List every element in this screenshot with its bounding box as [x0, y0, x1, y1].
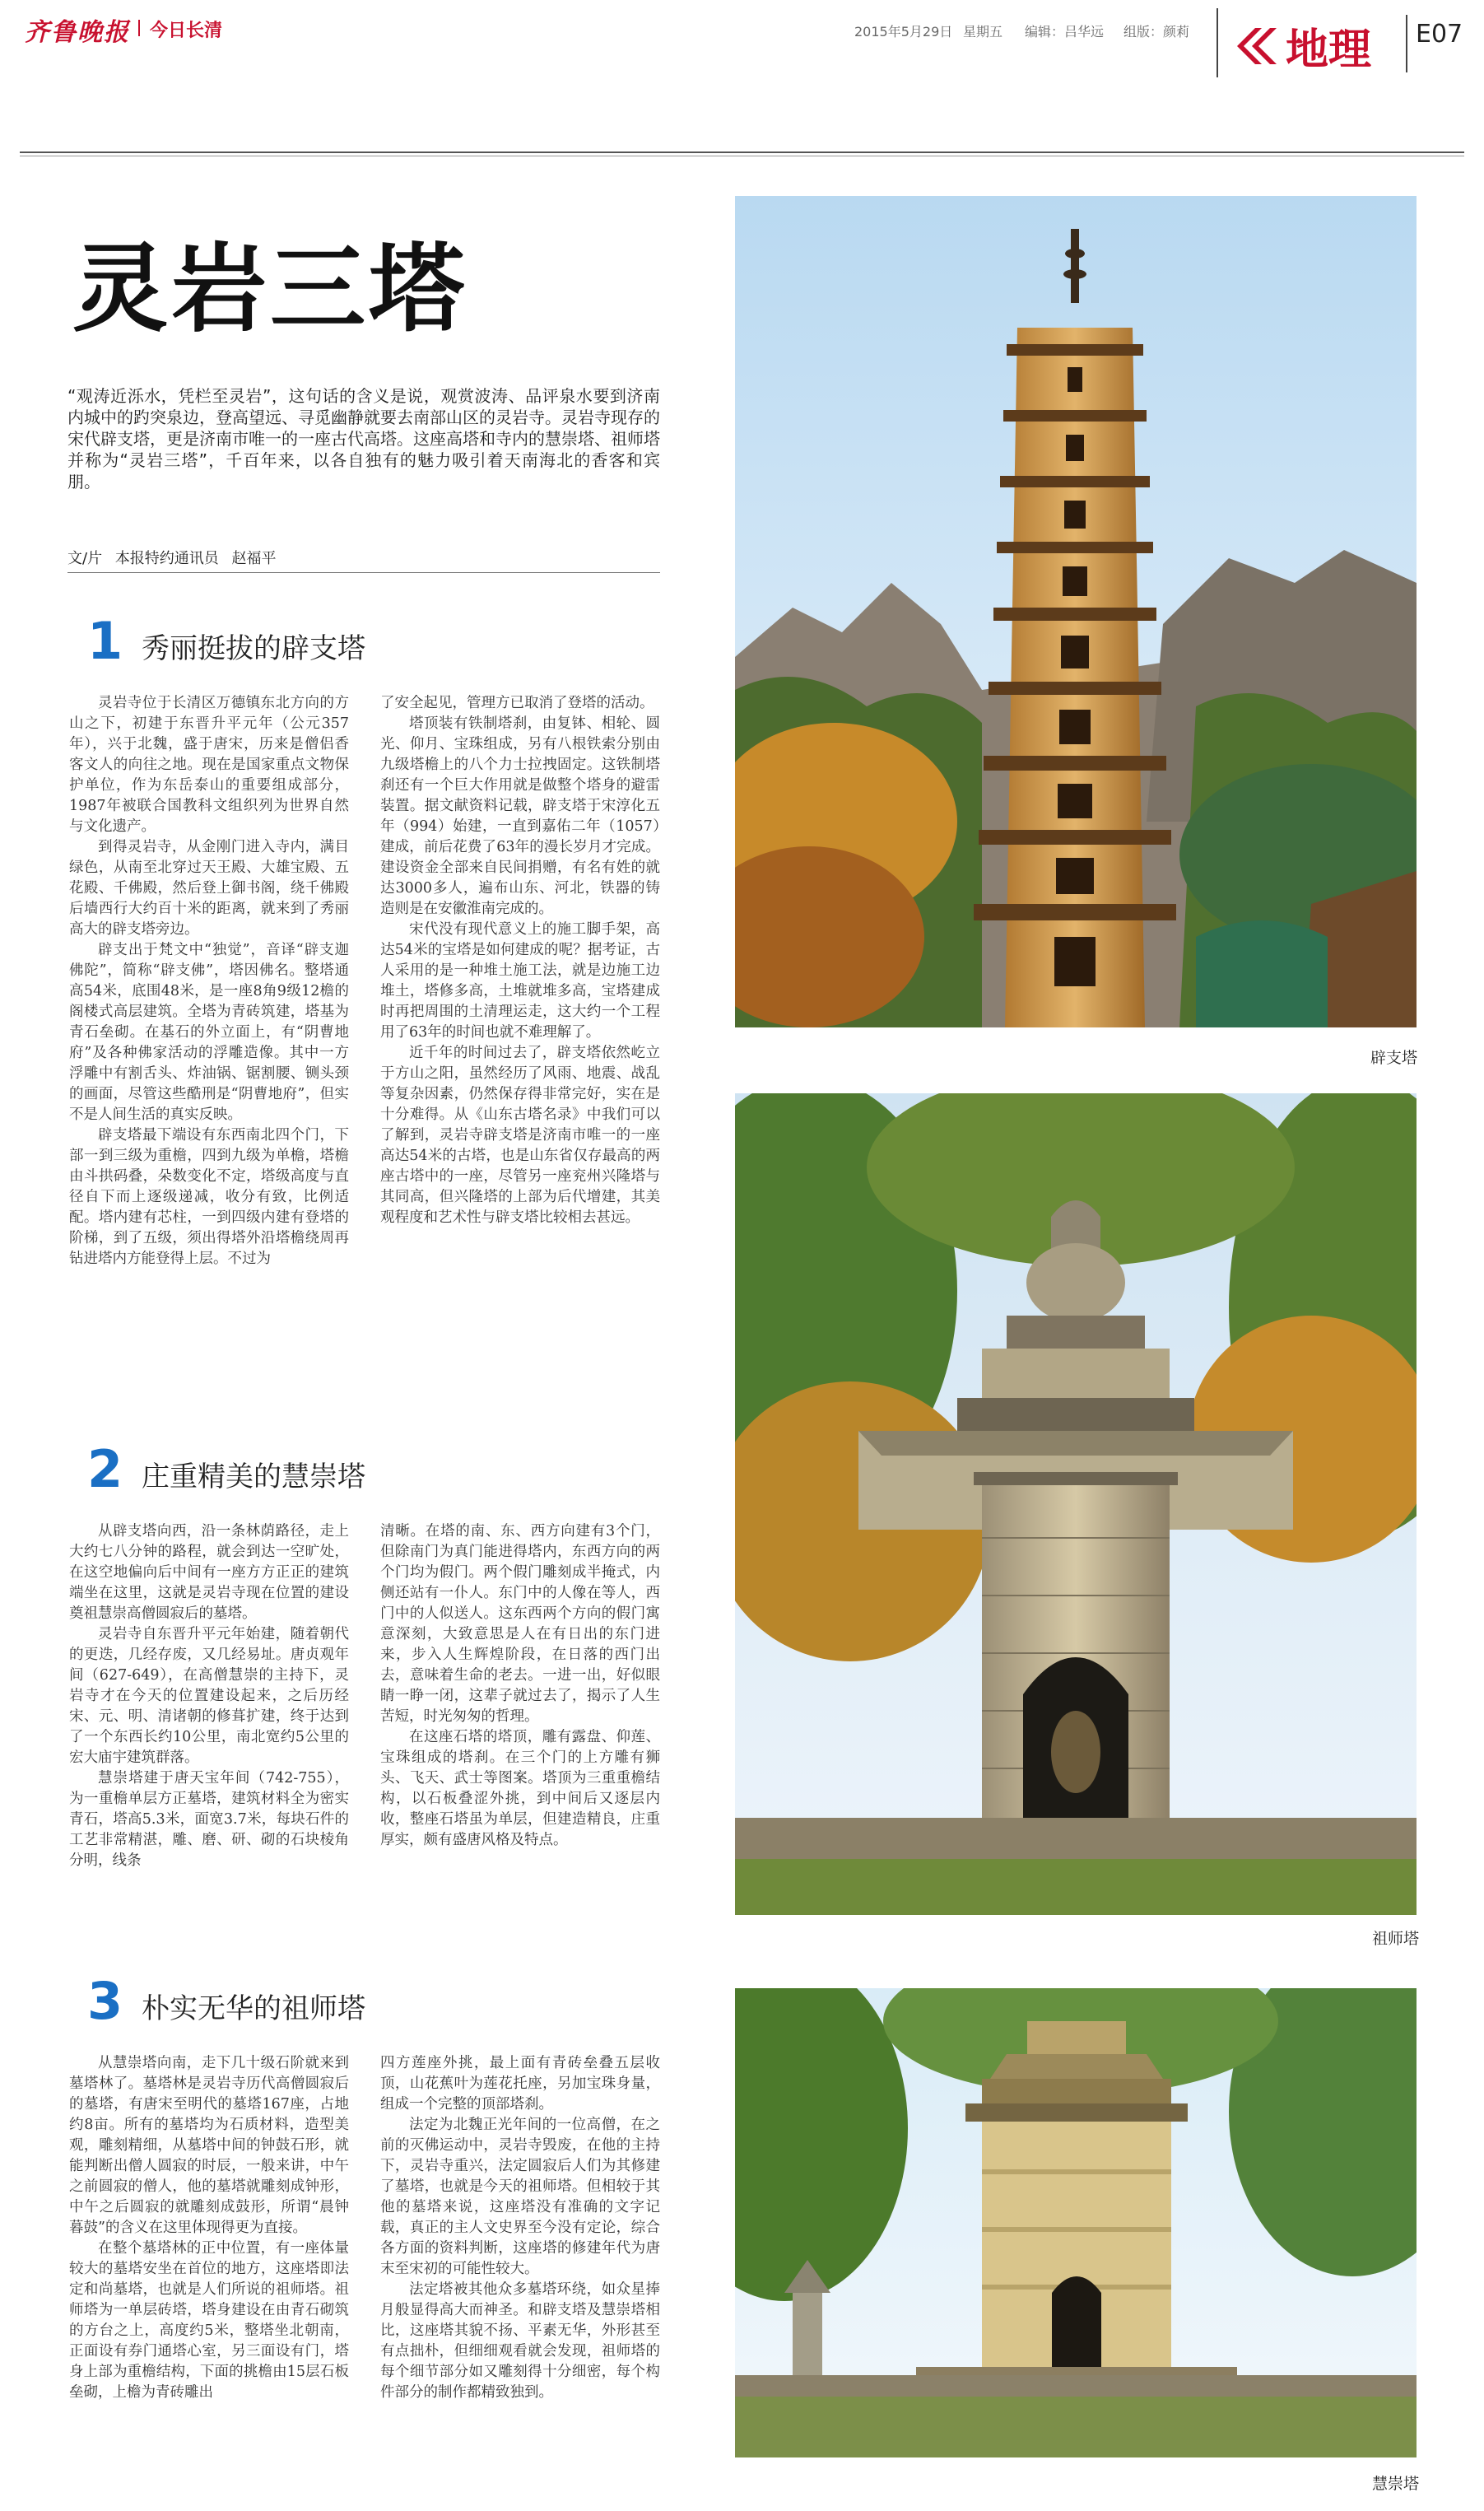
- section-3-column-left: [69, 2053, 349, 2403]
- section-3-column-right: [380, 2053, 660, 2403]
- paragraph: 近千年的时间过去了，辟支塔依然屹立于方山之阳，虽然经历了风雨、地震、战乱等复杂因素，仍然保存得非常完好，实在是十分难得。从《山东古塔名录》中我们可以了解到，灵岩寺辟支塔是济南市唯一的一座高达54米的古塔，也是山东省仅存最高的两座古塔中的一座，尽管另一座兖州兴隆塔与其同高，但兴隆塔的上部为后代增建，其美观程度和艺术性与辟支塔比较相去甚远。: [380, 1045, 660, 1226]
- section-number: 1: [87, 611, 123, 671]
- page-number: E07: [1416, 20, 1463, 49]
- editor-credit: 编辑：吕华远: [1025, 24, 1105, 40]
- article-title: 灵岩三塔: [72, 234, 468, 345]
- section-2-column-right: [380, 1521, 660, 1851]
- page-header: [0, 0, 1484, 91]
- paragraph: 法定塔被其他众多墓塔环绕，如众星捧月般显得高大而神圣。和辟支塔及慧崇塔相比，这座塔其貌不扬、平素无华，外形甚至有点拙朴，但细细观看就会发现，祖师塔的每个细节部分如又雕刻得十分细密，每个构件部分的制作都精致独到。: [380, 2281, 660, 2401]
- paragraph: 到得灵岩寺，从金刚门进入寺内，满目绿色，从南至北穿过天王殿、大雄宝殿、五花殿、千佛殿，然后登上御书阁，绕千佛殿后墙西行大约百十米的距离，就来到了秀丽高大的辟支塔旁边。: [69, 839, 349, 938]
- paragraph: 塔顶装有铁制塔刹，由复钵、相轮、圆光、仰月、宝珠组成，另有八根铁索分别由九级塔檐上的八个力士拉拽固定。这铁制塔刹还有一个巨大作用就是做整个塔身的避雷装置。据文献资料记载，辟支塔于宋淳化五年（994）始建，一直到嘉佑二年（1057）建成，前后花费了63年的漫长岁月才完成。建设资金全部来自民间捐赠，有名有姓的就达3000多人，遍布山东、河北，铁器的铸造则是在安徽淮南完成的。: [380, 715, 660, 917]
- byline-name: 赵福平: [231, 550, 277, 567]
- paragraph: 清晰。在塔的南、东、西方向建有3个门，但除南门为真门能进得塔内，东西方向的两个门均为假门。两个假门雕刻成半掩式，内侧还站有一仆人。东门中的人像在等人，西门中的人似送人。这东西两个方向的假门寓意深刻，大致意思是人在有日出的东门进来，步入人生辉煌阶段，在日落的西门出去，意味着生命的老去。一进一出，好似眼睛一睁一闭，这辈子就过去了，揭示了人生苦短，时光匆匆的哲理。: [380, 1523, 660, 1725]
- newspaper-logo: 齐鲁晚报: [25, 18, 130, 47]
- page-number-rule: [1406, 15, 1407, 72]
- section-number: 3: [87, 1971, 123, 2031]
- section-2-column-left: [69, 1521, 349, 1871]
- section-number: 2: [87, 1439, 123, 1499]
- paragraph: 在整个墓塔林的正中位置，有一座体量较大的墓塔安坐在首位的地方，这座塔即法定和尚墓塔，也就是人们所说的祖师塔。祖师塔为一单层砖塔，塔身建设在由青石砌筑的方台之上，高度约5米，整塔坐北朝南，正面设有券门通塔心室，另三面设有门，塔身上部为重檐结构，下面的挑檐由15层石板垒砌，上檐为青砖雕出: [69, 2240, 349, 2401]
- byline-rule: [67, 572, 660, 573]
- section-heading: 秀丽挺拔的辟支塔: [142, 632, 365, 665]
- paragraph: 四方莲座外挑，最上面有青砖垒叠五层收顶，山花蕉叶为莲花托座，另加宝珠身量，组成一个完整的顶部塔刹。: [380, 2055, 660, 2113]
- paragraph: 从辟支塔向西，沿一条林荫路径，走上大约七八分钟的路程，就会到达一空旷处，在这空地偏向后中间有一座方方正正的建筑端坐在这里，这就是灵岩寺现在位置的建设奠祖慧崇高僧圆寂后的墓塔。: [69, 1523, 349, 1622]
- header-bottom-rule: [20, 151, 1464, 153]
- section-1-column-left: [69, 693, 349, 1269]
- square-stupa-photo: [735, 1988, 1417, 2457]
- byline-role: 本报特约通讯员: [114, 550, 219, 567]
- stone-tower-photo: [735, 1093, 1417, 1915]
- paragraph: 辟支塔最下端设有东西南北四个门，下部一到三级为重檐，四到九级为单檐，塔檐由斗拱码叠，朵数变化不定，塔级高度与直径自下而上逐级递减，收分有致，比例适配。塔内建有芯柱，一到四级内建有登塔的阶梯，到了五级，须出得塔外沿塔檐绕周再钻进塔内方能登得上层。不过为: [69, 1127, 349, 1267]
- issue-date: 2015年5月29日: [854, 24, 953, 40]
- pagoda-photo: [735, 196, 1417, 1027]
- photo-caption: 祖师塔: [1372, 1930, 1420, 1948]
- byline-label: 文/片: [67, 550, 103, 567]
- paragraph: 灵岩寺位于长清区万德镇东北方向的方山之下，初建于东晋升平元年（公元357年），兴于北魏，盛于唐宋，历来是僧侣香客文人的向往之地。现在是国家重点文物保护单位，作为东岳泰山的重要组成部分，1987年被联合国教科文组织列为世界自然与文化遗产。: [69, 695, 349, 835]
- paragraph: 辟支出于梵文中“独觉”，音译“辟支迦佛陀”，简称“辟支佛”，塔因佛名。整塔通高54米，底围48米，是一座8角9级12檐的阁楼式高层建筑。全塔为青砖筑建，塔基为青石垒砌。在基石的外立面上，有“阴曹地府”及各种佛家活动的浮雕造像。其中一方浮雕中有割舌头、炸油锅、锯割腰、铡头颈的画面，尽管这些酷刑是“阴曹地府”，但实不是人间生活的真实反映。: [69, 942, 349, 1123]
- paragraph: 慧崇塔建于唐天宝年间（742-755），为一重檐单层方正墓塔，建筑材料全为密实青石，塔高5.3米，面宽3.7米，每块石件的工艺非常精湛，雕、磨、研、砌的石块棱角分明，线条: [69, 1770, 349, 1869]
- photo-caption: 辟支塔: [1370, 1049, 1418, 1067]
- paragraph: 灵岩寺自东晋升平元年始建，随着朝代的更迭，几经存废，又几经易址。唐贞观年间（627-649），在高僧慧崇的主持下，灵岩寺才在今天的位置建设起来，之后历经宋、元、明、清诸朝的修葺扩建，终于达到了一个东西长约10公里，南北宽约5公里的宏大庙宇建筑群落。: [69, 1626, 349, 1766]
- paragraph: 从慧崇塔向南，走下几十级石阶就来到墓塔林了。墓塔林是灵岩寺历代高僧圆寂后的墓塔，有唐宋至明代的墓塔167座，占地约8亩。所有的墓塔均为石质材料，造型美观，雕刻精细，从墓塔中间的钟鼓石形，就能判断出僧人圆寂的时辰，一般来讲，中午之前圆寂的僧人，他的墓塔就雕刻成钟形，中午之后圆寂的就雕刻成鼓形，所谓“晨钟暮鼓”的含义在这里体现得更为直接。: [69, 2055, 349, 2236]
- paragraph: 宋代没有现代意义上的施工脚手架，高达54米的宝塔是如何建成的呢？据考证，古人采用的是一种堆土施工法，就是边施工边堆土，塔修多高，土堆就堆多高，宝塔建成时再把周围的土清理运走，这大约一个工程用了63年的时间也就不难理解了。: [380, 921, 660, 1041]
- issue-weekday: 星期五: [963, 24, 1003, 40]
- section-name: 今日长清: [150, 21, 223, 41]
- paragraph: 了安全起见，管理方已取消了登塔的活动。: [380, 695, 654, 711]
- layout-credit: 组版：颜莉: [1123, 24, 1190, 40]
- section-heading: 朴实无华的祖师塔: [142, 1992, 365, 2025]
- paragraph: 法定为北魏正光年间的一位高僧，在之前的灭佛运动中，灵岩寺毁废，在他的主持下，灵岩寺重兴，法定圆寂后人们为其修建了墓塔，也就是今天的祖师塔。但相较于其他的墓塔来说，这座塔没有准确的文字记载，真正的主人文史界至今没有定论，综合各方面的资料判断，这座塔的修建年代为唐末至宋初的可能性较大。: [380, 2117, 660, 2277]
- header-divider: [138, 20, 140, 36]
- section-heading: 庄重精美的慧崇塔: [142, 1460, 365, 1493]
- photo-caption: 慧崇塔: [1372, 2475, 1420, 2493]
- header-rule: [1217, 8, 1218, 77]
- paragraph: 在这座石塔的塔顶，雕有露盘、仰莲、宝珠组成的塔刹。在三个门的上方雕有狮头、飞天、武士等图案。塔顶为三重重檐结构，以石板叠涩外挑，到中间后又逐层内收，整座石塔虽为单层，但建造精良，庄重厚实，颇有盛唐风格及特点。: [380, 1729, 660, 1848]
- chevron-left-icon: [1230, 23, 1277, 69]
- section-1-column-right: [380, 693, 660, 1228]
- topic-label: 地理: [1286, 26, 1372, 75]
- article-lead: “观涛近泺水，凭栏至灵岩”，这句话的含义是说，观赏波涛、品评泉水要到济南内城中的趵突泉边，登高望远、寻觅幽静就要去南部山区的灵岩寺。灵岩寺现存的宋代辟支塔，更是济南市唯一的一座古代高塔。这座高塔和寺内的慧崇塔、祖师塔并称为“灵岩三塔”，千百年来，以各自独有的魅力吸引着天南海北的香客和宾朋。: [67, 386, 660, 491]
- byline: [67, 547, 285, 568]
